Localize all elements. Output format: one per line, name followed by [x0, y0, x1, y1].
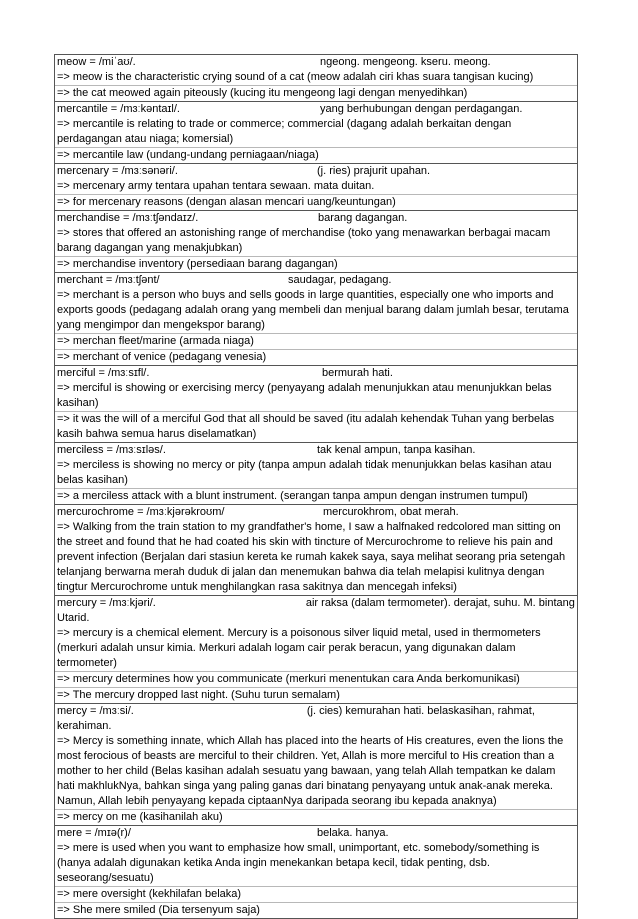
entry-meaning: (j. cies) kemurahan hati. belaskasihan, rahmat, kerahiman.	[57, 705, 535, 732]
entry-meaning: (j. ries) prajurit upahan.	[317, 165, 431, 177]
example-line: => mere oversight (kekhilafan belaka)	[55, 886, 577, 902]
entry-merciful	[54, 366, 578, 443]
entry-meaning: yang berhubungan dengan perdagangan.	[320, 103, 523, 115]
entry-head	[55, 704, 577, 734]
entry-term: merciful = /mɜːsɪfl/.	[57, 367, 150, 379]
example-line: => Walking from the train station to my grandfather's home, I saw a halfnaked redcolored man sitting on the street and found that he had coated his skin with tincture of Mercurochrome to relieve his pain and prevent infection (Berjalan dari stasiun kereta ke rumah kakek saya, saya melihat seorang pria setengah telanjang berwarna merah duduk di jalan dan menemukan bahwa dia telah melapisi kulitnya dengan tingtur Mercurochrome untuk menghilangkan rasa sakitnya dan mencegah infeksi)	[57, 521, 566, 593]
entry-term: mercenary = /mɜːsənəri/.	[57, 165, 178, 177]
example-line: => mercy on me (kasihanilah aku)	[55, 809, 577, 825]
entry-meaning: bermurah hati.	[322, 367, 393, 379]
example-line: => mere is used when you want to emphasize how small, unimportant, etc. somebody/something is (hanya adalah digunakan ketika Anda ingin menekankan betapa kecil, tidak penting, dsb. seseorang/sesuatu)	[57, 842, 540, 884]
entry-merciless	[54, 443, 578, 505]
entry-head	[55, 596, 577, 626]
entry-head	[55, 273, 577, 288]
entry-merchant	[54, 273, 578, 366]
example-line: => mercury determines how you communicate (merkuri menentukan cara Anda berkomunikasi)	[55, 671, 577, 687]
entry-meaning: ngeong. mengeong. kseru. meong.	[320, 56, 491, 68]
entry-merchandise	[54, 211, 578, 273]
example-line: => the cat meowed again piteously (kucing itu mengeong lagi dengan menyedihkan)	[55, 85, 577, 101]
example-line: => a merciless attack with a blunt instrument. (serangan tanpa ampun dengan instrumen tumpul)	[55, 488, 577, 504]
example-line: => stores that offered an astonishing range of merchandise (toko yang menawarkan berbagai macam barang dagangan yang menakjubkan)	[57, 227, 551, 254]
example-line: => merchan fleet/marine (armada niaga)	[55, 333, 577, 349]
entry-term: mercurochrome = /mɜːkjərəkroʊm/	[57, 506, 225, 518]
example-line: => mercantile law (undang-undang perniagaan/niaga)	[55, 147, 577, 163]
example-line: => for mercenary reasons (dengan alasan mencari uang/keuntungan)	[55, 194, 577, 210]
entry-mercantile	[54, 102, 578, 164]
entry-head	[55, 366, 577, 381]
entry-term: merciless = /mɜːsɪləs/.	[57, 444, 166, 456]
entry-head	[55, 443, 577, 458]
entry-meaning: air raksa (dalam termometer). derajat, suhu. M. bintang Utarid.	[57, 597, 575, 624]
entry-head	[55, 505, 577, 520]
entry-head	[55, 55, 577, 70]
example-line: => meow is the characteristic crying sound of a cat (meow adalah ciri khas suara tangisan kucing)	[57, 71, 534, 83]
example-line: => merchandise inventory (persediaan barang dagangan)	[55, 256, 577, 272]
entry-term: meow = /miˈaʊ/.	[57, 56, 136, 68]
example-line: => mercantile is relating to trade or commerce; commercial (dagang adalah berkaitan dengan perdagangan atau niaga; komersial)	[57, 118, 512, 145]
entry-mercenary	[54, 164, 578, 211]
entry-meaning: barang dagangan.	[318, 212, 408, 224]
example-line: => merciful is showing or exercising mercy (penyayang adalah menunjukkan atau menunjukkan belas kasihan)	[57, 382, 552, 409]
example-line: => merchant of venice (pedagang venesia)	[55, 349, 577, 365]
example-line: => She mere smiled (Dia tersenyum saja)	[55, 902, 577, 918]
entry-meaning: belaka. hanya.	[317, 827, 389, 839]
example-line: => merchant is a person who buys and sells goods in large quantities, especially one who imports and exports goods (pedagang adalah orang yang membeli dan menjual barang dalam jumlah besar, terutama yang mengimpor dan mengekspor barang)	[57, 289, 569, 331]
entry-term: merchandise = /mɜːtʃəndaɪz/.	[57, 212, 199, 224]
entry-mercy	[54, 704, 578, 826]
entry-meaning: saudagar, pedagang.	[288, 274, 392, 286]
entry-mercurochrome	[54, 505, 578, 596]
dictionary-page	[54, 54, 578, 919]
entry-head	[55, 211, 577, 226]
entry-mercury	[54, 596, 578, 704]
entry-term: mercy = /mɜːsi/.	[57, 705, 134, 717]
entry-term: mercury = /mɜːkjəri/.	[57, 597, 156, 609]
example-line: => mercury is a chemical element. Mercury is a poisonous silver liquid metal, used in thermometers (merkuri adalah unsur kimia. Merkuri adalah logam cair perak beracun, yang digunakan dalam termometer)	[57, 627, 541, 669]
entry-meow	[54, 54, 578, 102]
entry-meaning: mercurokhrom, obat merah.	[323, 506, 459, 518]
example-line: => The mercury dropped last night. (Suhu turun semalam)	[55, 687, 577, 703]
entry-head	[55, 164, 577, 179]
example-line: => merciless is showing no mercy or pity (tanpa ampun adalah tidak menunjukkan belas kasihan atau belas kasihan)	[57, 459, 552, 486]
example-line: => Mercy is something innate, which Allah has placed into the hearts of His creatures, even the lions the most ferocious of beasts are merciful to their children. Yet, Allah is more merciful to His creation than a mother to her child (Belas kasihan adalah sesuatu yang bawaan, yang telah Allah tempatkan ke dalam hati makhlukNya, bahkan singa yang paling ganas dari binatang penyayang untuk anak-anak mereka. Namun, Allah lebih penyayang kepada ciptaanNya daripada seorang ibu kepada anaknya)	[57, 735, 564, 807]
entry-term: merchant = /mɜːtʃənt/	[57, 274, 160, 286]
entry-head	[55, 826, 577, 841]
example-line: => mercenary army tentara upahan tentara sewaan. mata duitan.	[57, 180, 375, 192]
entry-term: mercantile = /mɜːkəntaɪl/.	[57, 103, 180, 115]
entry-meaning: tak kenal ampun, tanpa kasihan.	[317, 444, 476, 456]
example-line: => it was the will of a merciful God that all should be saved (itu adalah kehendak Tuhan yang berbelas kasih bahwa semua harus diselamatkan)	[55, 411, 577, 442]
entry-mere	[54, 826, 578, 919]
entry-term: mere = /mɪə(r)/	[57, 827, 131, 839]
entry-head	[55, 102, 577, 117]
